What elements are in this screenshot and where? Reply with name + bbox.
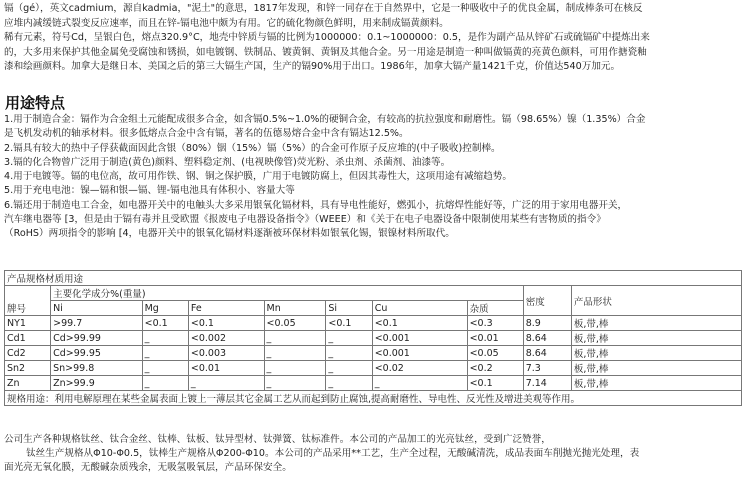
cell-value: _ xyxy=(264,346,326,361)
header-element: Fe xyxy=(188,301,264,316)
section-title: 用途特点 xyxy=(5,94,66,112)
use-line: 汽车继电器等 [3，但是由于镉有毒并且受欧盟《报废电子电器设备指令》（WEEE）和《关于在电子电器设备中限制使用某些有害物质的指令》 xyxy=(4,214,606,226)
header-composition: 主要化学成分%(重量) xyxy=(51,286,524,301)
table-row xyxy=(5,346,742,361)
cell-value: <0.05 xyxy=(264,316,326,331)
cell-value: _ xyxy=(142,376,188,391)
company-note xyxy=(4,433,746,475)
intro-line: 稀有元素，符号Cd，呈银白色，熔点320.9°C，地壳中锌质与镉的比例为1000000：0.1~1000000：0.5，是作为副产品从锌矿石或硫镉矿中提炼出来 xyxy=(4,32,650,44)
cell-value: _ xyxy=(142,331,188,346)
cell-value: <0.01 xyxy=(467,331,523,346)
cell-value: <0.003 xyxy=(188,346,264,361)
cell-value: Zn>99.9 xyxy=(51,376,142,391)
cell-density: 7.14 xyxy=(523,376,571,391)
cell-value: Cd>99.95 xyxy=(51,346,142,361)
cell-value: <0.1 xyxy=(372,316,467,331)
cell-density: 8.9 xyxy=(523,316,571,331)
cell-grade: Sn2 xyxy=(5,361,51,376)
use-line: 1.用于制造合金：镉作为合金组土元能配成很多合金，如含镉0.5%~1.0%的硬铜合金，有较高的抗拉强度和耐磨性。镉（98.65%）镍（1.35%）合金 xyxy=(4,114,646,125)
note-line: 公司生产各种规格钛丝、钛合金丝、钛棒、钛板、钛异型材、钛弹簧、钛标准件。本公司的产品加工的光亮钛丝，受到广泛赞誉， xyxy=(4,434,551,445)
table-row xyxy=(5,316,742,331)
cell-value: <0.1 xyxy=(142,316,188,331)
cell-value: <0.1 xyxy=(467,376,523,391)
cell-value: <0.001 xyxy=(372,331,467,346)
cell-value: Cd>99.99 xyxy=(51,331,142,346)
cell-grade: NY1 xyxy=(5,316,51,331)
intro-line: 镉（gé），英文cadmium，源自kadmia，"泥土"的意思，1817年发现，和锌一同存在于自然界中，它是一种吸收中子的优良金属，制成棒条可在核反 xyxy=(4,3,643,14)
intro-line: 的，大多用来保护其他金属免受腐蚀和锈损，如电镀钢、铁制品、镀黄铜、黄铜及其他合金。另一用途是制造一种叫做镉黄的亮黄色颜料，可用作搪瓷釉 xyxy=(4,46,647,58)
cell-value: <0.3 xyxy=(467,316,523,331)
cell-value: <0.02 xyxy=(372,361,467,376)
table-row xyxy=(5,361,742,376)
cell-value: <0.002 xyxy=(188,331,264,346)
table-row xyxy=(5,331,742,346)
intro-section xyxy=(4,2,746,75)
cell-value: <0.05 xyxy=(467,346,523,361)
intro-line: 应堆内减缓链式裂变反应速率，而且在锌-镉电池中颇为有用。它的硫化物颜色鲜明，用来制成镉黄颜料。 xyxy=(4,17,449,29)
intro-line: 漆和绘画颜料。加拿大是继日本、美国之后的第三大镉生产国，生产的镉90%用于出口。1986年，加拿大镉产量1421千克，价值达540万加元。 xyxy=(4,61,621,73)
cell-value: _ xyxy=(142,346,188,361)
cell-form: 板,带,棒 xyxy=(571,376,741,391)
cell-value: <0.1 xyxy=(188,316,264,331)
use-line: 是飞机发动机的轴承材料。很多低熔点合金中含有镉，著名的伍德易熔合金中含有镉达12.5%。 xyxy=(4,128,409,140)
use-line: 2.镉具有较大的热中子俘获截面因此含银（80%）铟（15%）镉（5%）的合金可作原子反应堆的(中子吸收)控制棒。 xyxy=(4,142,501,154)
header-element: Si xyxy=(326,301,372,316)
header-element: Ni xyxy=(51,301,142,316)
cell-grade: Cd2 xyxy=(5,346,51,361)
header-element: 杂质 xyxy=(467,301,523,316)
header-element: Mn xyxy=(264,301,326,316)
table-row xyxy=(5,376,742,391)
cell-value: _ xyxy=(142,361,188,376)
cell-value: _ xyxy=(326,361,372,376)
uses-section xyxy=(4,113,746,242)
cell-value: <0.01 xyxy=(188,361,264,376)
cell-form: 板,带,棒 xyxy=(571,331,741,346)
cell-value: Sn>99.8 xyxy=(51,361,142,376)
header-element: Mg xyxy=(142,301,188,316)
cell-density: 8.64 xyxy=(523,331,571,346)
cell-grade: Cd1 xyxy=(5,331,51,346)
cell-value: _ xyxy=(326,331,372,346)
use-line: 6.镉还用于制造电工合金，如电器开关中的电触头大多采用银氧化镉材料，具有导电性能好，燃弧小，抗熔焊性能好等，广泛的用于家用电器开关， xyxy=(4,199,628,211)
cell-value: _ xyxy=(264,331,326,346)
header-form: 产品形状 xyxy=(571,286,741,316)
cell-value: _ xyxy=(188,376,264,391)
use-line: 5.用于充电电池：镍—镉和银—镉、锂-镉电池具有体积小、容量大等 xyxy=(4,185,295,197)
cell-value: <0.001 xyxy=(372,346,467,361)
cell-form: 板,带,棒 xyxy=(571,346,741,361)
cell-value: _ xyxy=(326,376,372,391)
cell-value: <0.1 xyxy=(326,316,372,331)
cell-grade: Zn xyxy=(5,376,51,391)
cell-value: <0.2 xyxy=(467,361,523,376)
spec-table xyxy=(4,270,742,406)
cell-density: 8.64 xyxy=(523,346,571,361)
use-line: 4.用于电镀等。镉的电位高，故可用作铁、钢、铜之保护膜，广用于电镀防腐上，但因其毒性大，这项用途有减缩趋势。 xyxy=(4,171,513,183)
cell-form: 板,带,棒 xyxy=(571,361,741,376)
cell-value: _ xyxy=(264,376,326,391)
cell-value: >99.7 xyxy=(51,316,142,331)
note-line: 面光亮无氧化膜，无酸碱杂质残余，无吸氢吸氧层，产品环保安全。 xyxy=(4,462,292,473)
use-line: （RoHS）两项指令的影响 [4，电器开关中的银氧化镉材料逐渐被环保材料如银氧化锡，银镍材料所取代。 xyxy=(4,228,455,240)
cell-value: _ xyxy=(264,361,326,376)
header-grade: 牌号 xyxy=(5,286,51,316)
header-density: 密度 xyxy=(523,286,571,316)
note-line: 钛丝生产规格从Φ10-Φ0.5，钛棒生产规格从Φ200-Φ10。本公司的产品采用**工艺，生产全过程，无酸碱清洗，成品表面车削抛光抛光处理，表 xyxy=(26,448,640,459)
cell-form: 板,带,棒 xyxy=(571,316,741,331)
table-footer: 规格用途：利用电解原理在某些金属表面上镀上一薄层其它金属工艺从而起到防止腐蚀,提高耐磨性、导电性、反光性及增进美观等作用。 xyxy=(5,391,742,406)
cell-density: 7.3 xyxy=(523,361,571,376)
table-caption: 产品规格材质用途 xyxy=(5,271,742,286)
use-line: 3.镉的化合物曾广泛用于制造(黄色)颜料、塑料稳定剂、(电视映像管)荧光粉、杀虫剂、杀菌剂、油漆等。 xyxy=(4,156,451,168)
cell-value: _ xyxy=(372,376,467,391)
cell-value: _ xyxy=(326,346,372,361)
header-element: Cu xyxy=(372,301,467,316)
